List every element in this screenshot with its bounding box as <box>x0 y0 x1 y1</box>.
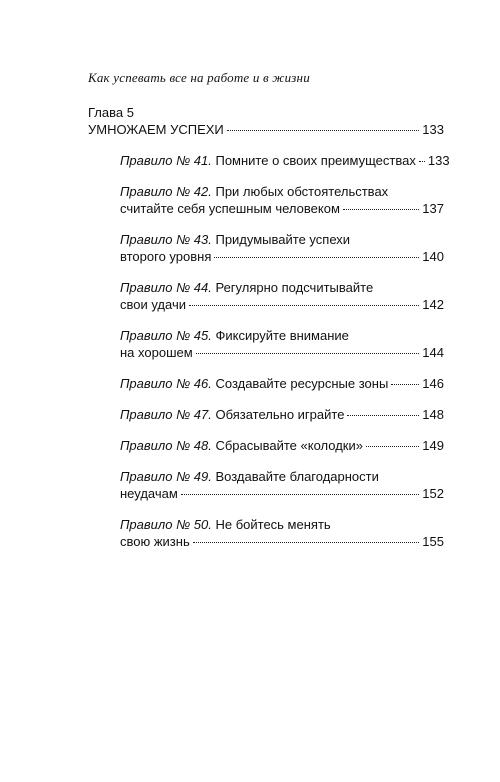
rule-title: свою жизнь <box>120 534 190 549</box>
rule-line-last <box>120 406 444 423</box>
rule-text <box>120 375 388 392</box>
rule-text <box>120 344 193 361</box>
toc-entry <box>120 516 444 550</box>
dot-leader <box>196 353 420 354</box>
chapter-label: Глава 5 <box>88 105 134 120</box>
rule-line-last <box>120 296 444 313</box>
rule-title: Регулярно подсчитывайте <box>215 280 374 295</box>
rule-text <box>120 200 340 217</box>
rule-line <box>120 183 444 200</box>
rule-number: Правило № 45. <box>120 328 212 343</box>
rule-number: Правило № 46. <box>120 376 212 391</box>
rule-line-last <box>120 375 444 392</box>
dot-leader <box>189 305 419 306</box>
toc-entry <box>120 468 444 502</box>
toc-entry <box>120 152 450 169</box>
rule-title: Помните о своих преимуществах <box>215 153 416 168</box>
rule-line <box>120 279 444 296</box>
rule-title: При любых обстоятельствах <box>215 184 389 199</box>
chapter-title-line <box>88 121 444 138</box>
rule-text <box>120 533 190 550</box>
rule-line-last <box>120 248 444 265</box>
page-number: 140 <box>422 249 444 264</box>
rule-line <box>120 327 444 344</box>
rule-title: Фиксируйте внимание <box>215 328 349 343</box>
dot-leader <box>214 257 419 258</box>
rule-text <box>120 485 178 502</box>
rule-number: Правило № 49. <box>120 469 212 484</box>
chapter-page: 133 <box>422 122 444 137</box>
page-number: 137 <box>422 201 444 216</box>
rule-number: Правило № 41. <box>120 153 212 168</box>
rule-line-last <box>120 485 444 502</box>
rule-title: неудачам <box>120 486 178 501</box>
page-number: 144 <box>422 345 444 360</box>
page-number: 148 <box>422 407 444 422</box>
rule-line-last <box>120 533 444 550</box>
rule-text <box>120 296 186 313</box>
dot-leader <box>343 209 419 210</box>
rule-title: второго уровня <box>120 249 212 264</box>
rule-title: Обязательно играйте <box>215 407 345 422</box>
rule-number: Правило № 47. <box>120 407 212 422</box>
chapter-title: УМНОЖАЕМ УСПЕХИ <box>88 122 224 137</box>
rule-title: на хорошем <box>120 345 193 360</box>
dot-leader <box>227 130 420 131</box>
rule-title: Не бойтесь менять <box>215 517 331 532</box>
rule-line <box>120 516 444 533</box>
dot-leader <box>419 161 425 162</box>
rule-number: Правило № 44. <box>120 280 212 295</box>
rule-number: Правило № 43. <box>120 232 212 247</box>
page-number: 155 <box>422 534 444 549</box>
rule-list <box>88 152 450 550</box>
rule-title: свои удачи <box>120 297 186 312</box>
rule-text <box>120 437 363 454</box>
rule-text <box>120 406 344 423</box>
rule-title: считайте себя успешным человеком <box>120 201 340 216</box>
rule-line-last <box>120 152 450 169</box>
toc-entry <box>120 437 444 454</box>
rule-title: Сбрасывайте «колодки» <box>215 438 363 453</box>
page-number: 133 <box>427 153 450 168</box>
rule-line-last <box>120 344 444 361</box>
dot-leader <box>347 415 419 416</box>
page-number: 146 <box>422 376 444 391</box>
rule-text <box>120 152 416 169</box>
dot-leader <box>366 446 419 447</box>
rule-title: Воздавайте благодарности <box>215 469 379 484</box>
dot-leader <box>391 384 419 385</box>
rule-title: Придумывайте успехи <box>215 232 351 247</box>
toc-entry <box>120 327 444 361</box>
page-number: 142 <box>422 297 444 312</box>
page-number: 152 <box>422 486 444 501</box>
dot-leader <box>181 494 419 495</box>
rule-line <box>120 468 444 485</box>
dot-leader <box>193 542 420 543</box>
page-number: 149 <box>422 438 444 453</box>
rule-number: Правило № 50. <box>120 517 212 532</box>
rule-line-last <box>120 437 444 454</box>
toc-entry <box>120 279 444 313</box>
rule-title: Создавайте ресурсные зоны <box>215 376 389 391</box>
toc-entry <box>120 406 444 423</box>
toc-entry <box>120 231 444 265</box>
running-head: Как успевать все на работе и в жизни <box>88 70 310 85</box>
rule-line-last <box>120 200 444 217</box>
rule-text <box>120 248 211 265</box>
rule-number: Правило № 48. <box>120 438 212 453</box>
rule-line <box>120 231 444 248</box>
rule-number: Правило № 42. <box>120 184 212 199</box>
toc-entry <box>120 183 444 217</box>
toc-entry <box>120 375 444 392</box>
table-of-contents <box>88 104 450 564</box>
